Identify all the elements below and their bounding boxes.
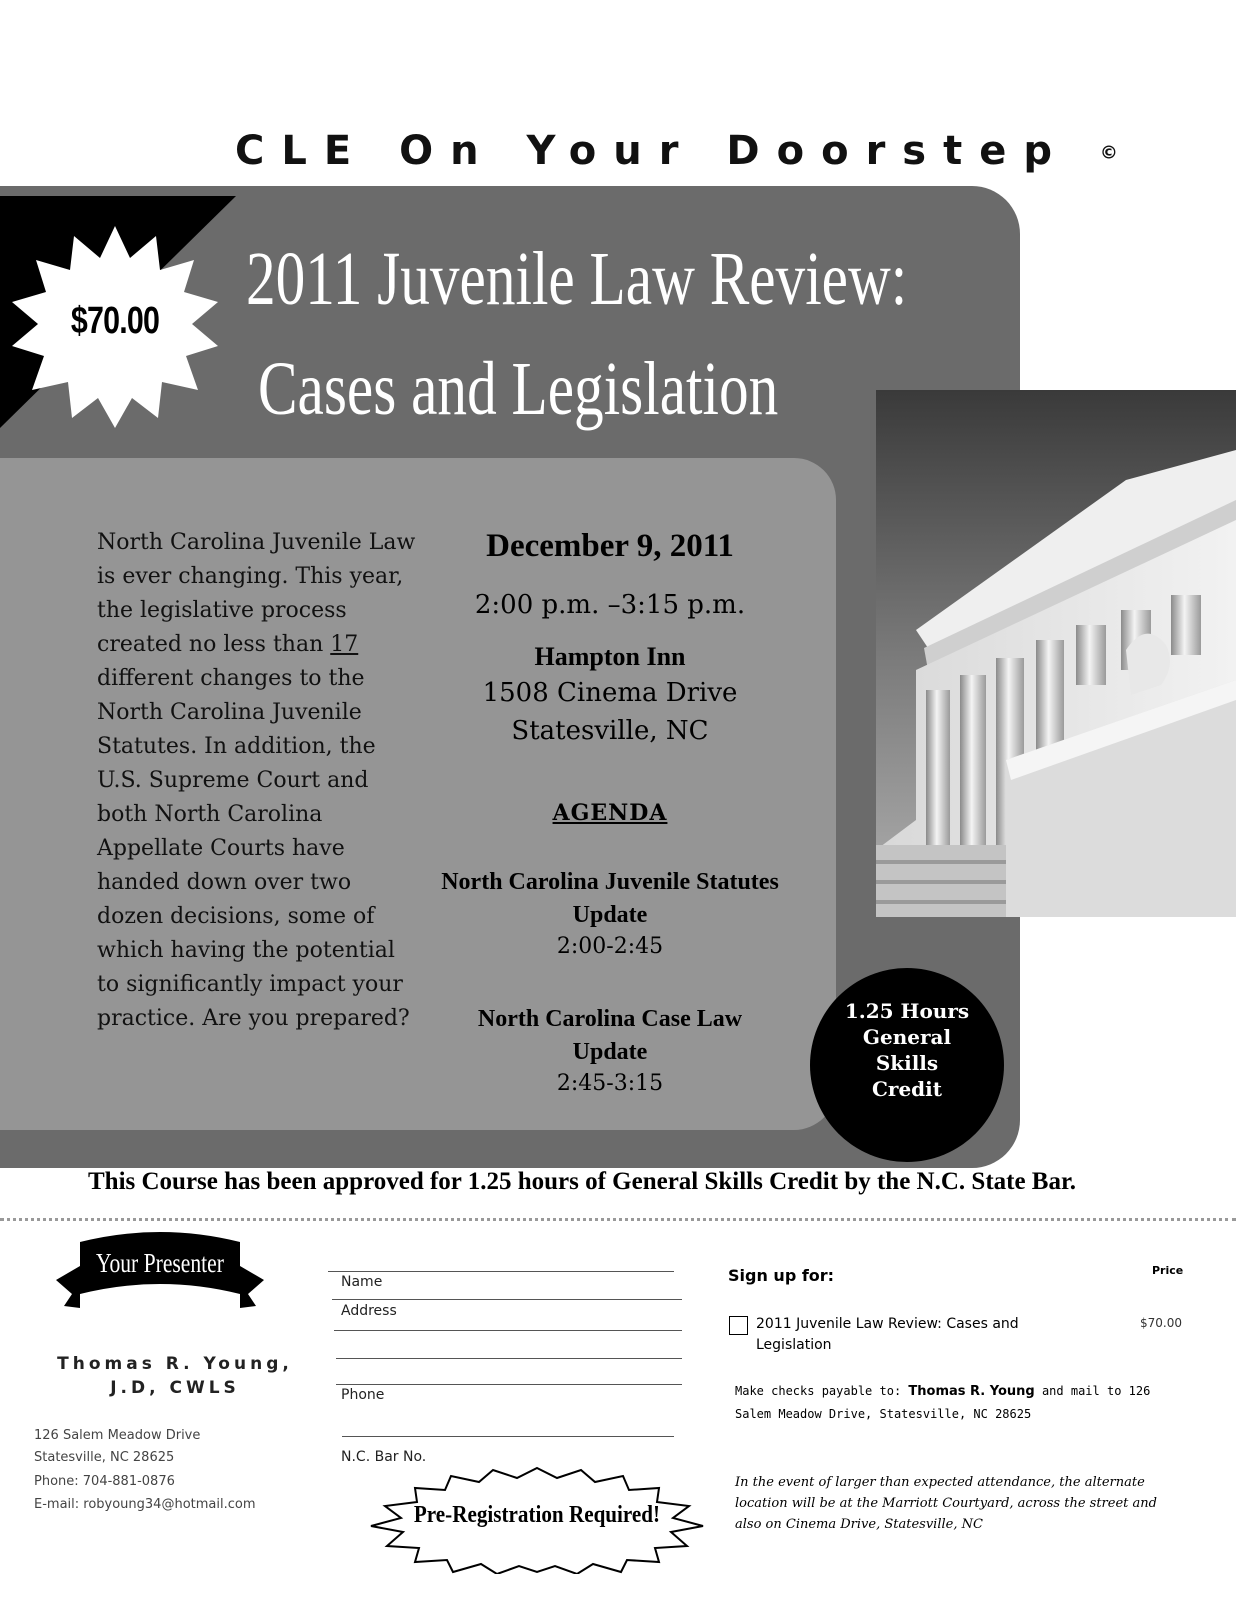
venue-city: Statesville, NC [511, 716, 709, 746]
pre-registration-notice: Pre-Registration Required! [413, 1502, 661, 1528]
dotted-cut-line [0, 1218, 1236, 1221]
presenter-name [30, 1352, 320, 1400]
course-checkbox[interactable] [729, 1316, 748, 1335]
bar-number-label: N.C. Bar No. [341, 1449, 427, 1465]
form-line-top [328, 1271, 674, 1272]
address-field-line-3[interactable] [336, 1384, 682, 1385]
course-description [97, 526, 422, 1036]
description-text-start: North Carolina Juvenile Law is ever changing. This year, the legislative process created no less than [97, 530, 416, 657]
series-title-text: CLE On Your Doorstep [235, 128, 1069, 174]
name-field[interactable] [332, 1299, 682, 1300]
presenter-name-text: Thomas R. Young, [57, 1354, 293, 1374]
address-field-line-2[interactable] [336, 1358, 682, 1359]
venue-name: Hampton Inn [534, 642, 686, 671]
credit-hours-badge [810, 968, 1004, 1162]
signup-heading: Sign up for: [728, 1266, 835, 1285]
payment-suffix: and mail to 126 Salem Meadow Drive, Statesville, NC 28625 [735, 1384, 1151, 1421]
series-title [0, 128, 1236, 174]
venue-street: 1508 Cinema Drive [482, 678, 738, 708]
presenter-address-city: Statesville, NC 28625 [34, 1450, 175, 1465]
presenter-credentials: J.D, CWLS [110, 1378, 240, 1398]
alternate-location-note: In the event of larger than expected attendance, the alternate location will be at the Marriott Courtyard, across the street and also on Cinema Drive, Statesville, NC [735, 1475, 1157, 1532]
price-badge: $70.00 [70, 300, 160, 342]
phone-label: Phone [341, 1387, 385, 1403]
payment-payee: Thomas R. Young [908, 1384, 1035, 1399]
presenter-phone: Phone: 704-881-0876 [34, 1474, 175, 1489]
headline-line-2: Cases and Legislation [258, 347, 779, 431]
approval-note: This Course has been approved for 1.25 hours of General Skills Credit by the N.C. State Bar. [88, 1168, 1077, 1195]
price-column-heading: Price [1152, 1264, 1184, 1277]
payment-prefix: Make checks payable to: [735, 1384, 909, 1398]
description-text-end: different changes to the North Carolina Juvenile Statutes. In addition, the U.S. Supreme Court and both North Carolina Appellate Courts have handed down over two dozen decisions, some of which having the potential to significantly impact your practice. Are you prepared? [97, 666, 410, 1031]
name-label: Name [341, 1274, 383, 1290]
payment-instructions [735, 1380, 1175, 1425]
presenter-banner [50, 1228, 270, 1324]
address-field[interactable] [334, 1330, 682, 1331]
credit-line: Credit [872, 1077, 942, 1101]
agenda-item-title: North Carolina Case Law Update [477, 1006, 743, 1065]
presenter-address-street: 126 Salem Meadow Drive [34, 1428, 201, 1443]
copyright-symbol: © [1099, 142, 1118, 164]
credit-line: 1.25 Hours [844, 999, 970, 1023]
presenter-email[interactable]: E-mail: robyoung34@hotmail.com [34, 1497, 256, 1512]
supreme-court-photo [876, 390, 1236, 917]
credit-line: Skills [875, 1051, 939, 1075]
presenter-banner-text: Your Presenter [96, 1248, 224, 1279]
credit-line: General [862, 1025, 952, 1049]
agenda-heading: AGENDA [552, 800, 668, 826]
agenda-item-time: 2:00-2:45 [556, 934, 664, 959]
event-date: December 9, 2011 [486, 528, 734, 564]
phone-field[interactable] [342, 1436, 674, 1437]
event-time: 2:00 p.m. –3:15 p.m. [474, 590, 746, 620]
agenda-item-time: 2:45-3:15 [556, 1071, 664, 1096]
signup-course-price: $70.00 [1140, 1316, 1182, 1330]
signup-course-title: 2011 Juvenile Law Review: Cases and Legislation [756, 1316, 1019, 1353]
agenda-item-title: North Carolina Juvenile Statutes Update [441, 869, 779, 928]
changes-count: 17 [330, 632, 359, 657]
headline-line-1: 2011 Juvenile Law Review: [246, 237, 908, 321]
address-label: Address [341, 1303, 397, 1319]
